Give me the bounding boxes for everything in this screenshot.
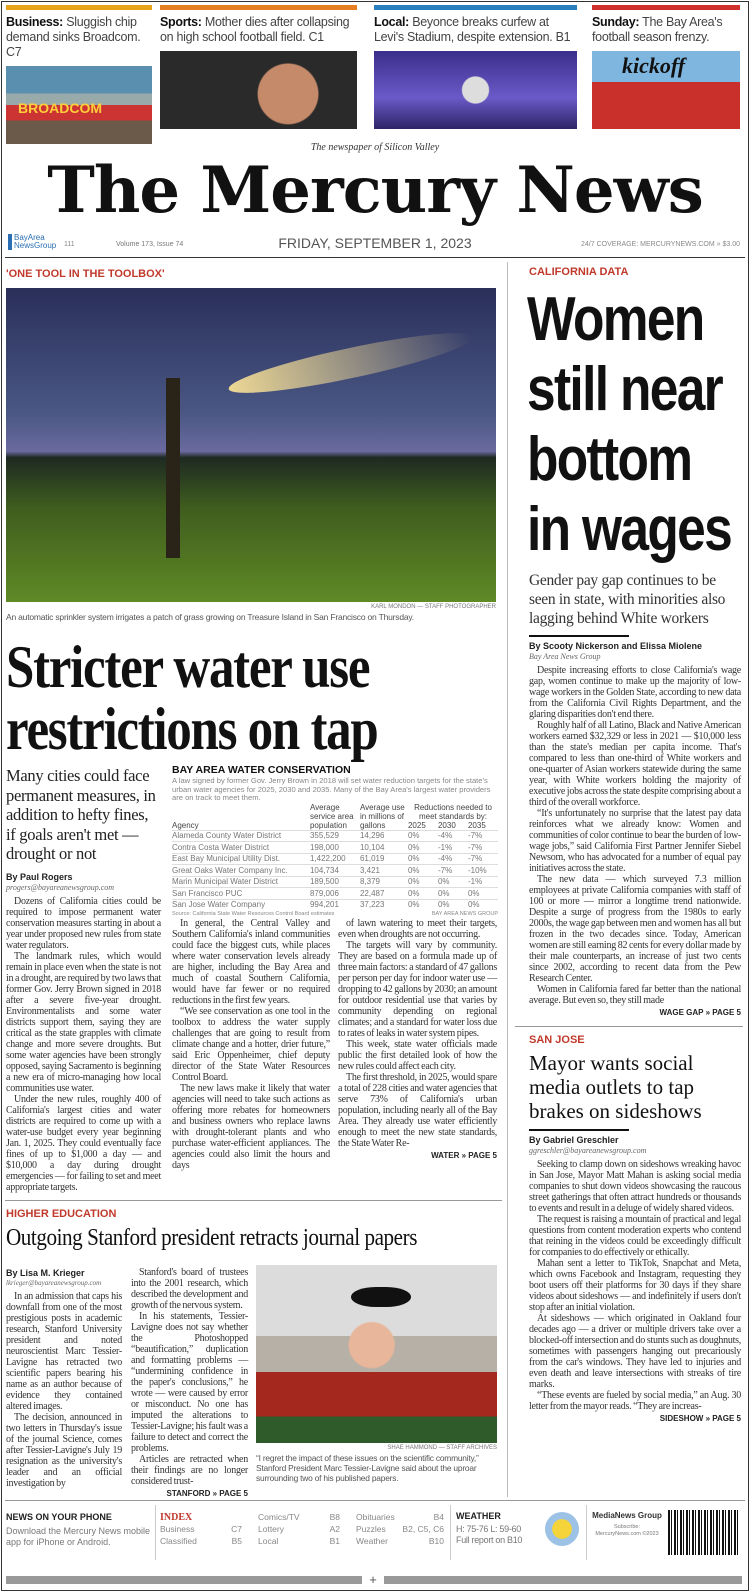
wages-deck: Gender pay gap continues to be seen in state, with minorities also lagging behind White workers (529, 572, 726, 627)
stanford-kicker: HIGHER EDUCATION (6, 1208, 117, 1220)
lead-column-3 (338, 918, 497, 1149)
index-entry[interactable] (258, 1524, 340, 1535)
index-label: Business (160, 1524, 195, 1534)
index-entry[interactable] (258, 1512, 340, 1523)
right-column (529, 266, 741, 1424)
weather-report: Full report on B10 (456, 1535, 523, 1545)
broadcom-photo (6, 66, 152, 144)
table-cell: -7% (468, 842, 498, 854)
academic-cap (351, 1287, 411, 1307)
byline-email: progers@bayareanewsgroup.com (6, 882, 115, 892)
index-entry[interactable] (356, 1512, 444, 1523)
table-cell: -1% (468, 876, 498, 888)
medianews-group (591, 1511, 663, 1538)
teaser-section: Business: (6, 15, 64, 29)
index-page: B4 (433, 1512, 444, 1522)
stanford-headline[interactable]: Outgoing Stanford president retracts journal papers (6, 1225, 417, 1251)
lead-column-1 (6, 896, 161, 1193)
table-cell: 37,223 (360, 899, 408, 910)
index (160, 1512, 445, 1558)
lead-column-2-wrap (172, 918, 330, 1171)
paragraph: Roughly half of all Latino, Black and Native American workers earned $32,329 or less in 2021 — $10,000 less than the state's median per capita income. That's compared to less than one-third of White workers and one-quarter of Asian workers statewide during the same year, with White workers holding the majority of executive jobs across the state despite comprising about a third of the overall workforce. (529, 720, 741, 808)
paragraph: The request is raising a mountain of practical and legal questions from content moderation experts who contend that reining in the videos could be exceedingly difficult for companies to do effectively or ethically. (529, 1214, 741, 1258)
table-cell: 994,201 (310, 899, 360, 910)
table-cell: 0% (468, 888, 498, 900)
photo-caption: “I regret the impact of these issues on the scientific community,” Stanford President Marc Tessier-Lavigne said about the uproar surrounding two of his published papers. (256, 1453, 479, 1483)
teaser-business[interactable] (6, 5, 152, 144)
table-cell: 0% (408, 865, 438, 877)
paragraph: Under the new rules, roughly 400 of California's largest cities and water districts are required to come up with a water-use budget every year beginning Jan. 1, 2025. They could eventually face fines of up to $1,000 a day — and $10,000 a day during drought emergencies — for failing to set and meet appropriate targets. (6, 1093, 161, 1193)
sideshow-headline[interactable]: Mayor wants social media outlets to tap brakes on sideshows (529, 1051, 702, 1123)
index-label: Obituaries (356, 1512, 395, 1522)
table-cell: 14,296 (360, 830, 408, 842)
divider (155, 1505, 156, 1560)
col-header: 2030 (437, 820, 456, 830)
kickoff-logo: kickoff (622, 53, 686, 78)
divider (586, 1505, 587, 1560)
byline-org: Bay Area News Group (529, 652, 601, 661)
paragraph: Mahan sent a letter to TikTok, Snapchat and Meta, which owns Facebook and Instagram, requesting they boot users off their platforms for 30 days if they share videos about sideshows — and indefinitely if users don't stop after an initial violation. (529, 1258, 741, 1313)
lead-column-3-wrap (338, 918, 497, 1161)
table-cell: 0% (438, 899, 468, 910)
teaser-section: Local: (374, 15, 410, 29)
byline-rule (529, 1129, 629, 1131)
lead-left-column (6, 766, 161, 1193)
paragraph: In his statements, Tessier-Lavigne does not say whether the Photoshopped “beautification,” duplication and formatting problems — “undermining confidence in the paper's conclusions,” he wrote — were caused by error or misconduct. No one has imputed the alterations to Tessier-Lavigne; his fault was a failure to detect and correct the problems. (131, 1311, 248, 1454)
tagline: The newspaper of Silicon Valley (310, 142, 440, 153)
table-cell: 879,006 (310, 888, 360, 900)
index-entry[interactable] (356, 1536, 444, 1547)
table-credit: BAY AREA NEWS GROUP (431, 911, 498, 917)
paragraph: The new laws make it likely that water agencies will need to take such actions as offering more rebates for homeowners and business owners who replace lawns with drought-tolerant plants and who purchase water-efficient appliances. The agencies could also limit the hours and days (172, 1083, 330, 1171)
broadcom-sign: BROADCOM (18, 100, 102, 116)
table-cell: -4% (438, 830, 468, 842)
teaser-section: Sports: (160, 15, 202, 29)
teaser-sports[interactable] (160, 5, 357, 129)
phone-title: NEWS ON YOUR PHONE (6, 1512, 112, 1522)
table-row (172, 853, 498, 865)
index-label: Comics/TV (258, 1512, 300, 1522)
masthead-rule (5, 257, 745, 258)
lead-column-2 (172, 918, 330, 1171)
teaser-local[interactable] (374, 5, 577, 129)
table-cell: -7% (468, 830, 498, 842)
table-cell: -7% (438, 865, 468, 877)
table-cell: Alameda County Water District (172, 830, 310, 842)
col-header: 2035 (467, 820, 486, 830)
table-row (172, 842, 498, 854)
volume-issue: Volume 173, Issue 74 (116, 241, 184, 248)
lead-headline[interactable]: Stricter water use restrictions on tap (6, 634, 378, 762)
fold-bar-right (384, 1576, 742, 1584)
teaser-bar (592, 5, 740, 10)
wages-headline[interactable]: Women still near bottom in wages (527, 285, 732, 564)
table-cell: 0% (408, 899, 438, 910)
teaser-bar (374, 5, 577, 10)
coverage-price: 24/7 COVERAGE: MERCURYNEWS.COM » $3.00 (581, 241, 740, 248)
index-page: B2, C5, C6 (402, 1524, 444, 1534)
table-row (172, 876, 498, 888)
photo-credit: SHAE HAMMOND — STAFF ARCHIVES (387, 1445, 497, 1451)
teaser-bar (160, 5, 357, 10)
wages-headline-wrap (529, 285, 741, 567)
index-page: B8 (329, 1512, 340, 1522)
lead-deck: Many cities could face permanent measures, in addition to hefty fines, if goals aren't met — drought or not (6, 766, 156, 863)
divider (450, 1505, 451, 1560)
sideshow-kicker: SAN JOSE (529, 1034, 585, 1046)
index-title: INDEX (160, 1512, 193, 1523)
news-on-phone[interactable] (6, 1512, 151, 1548)
index-label: Classified (160, 1536, 197, 1546)
stanford-left-column (6, 1268, 122, 1489)
table-cell: 10,104 (360, 842, 408, 854)
paragraph: “It's unfortunately no surprise that the latest pay data reinforces what we already know: Women and communities of color continue to bear the burden of low-wage jobs,” said California First Partner Jennifer Siebel Newsom, who has advocated for a number of equal pay initiatives across the state. (529, 808, 741, 874)
table-row (172, 888, 498, 900)
section-rule (515, 1026, 743, 1027)
byline-rule (529, 635, 629, 637)
stanford-jump-link[interactable]: STANFORD » PAGE 5 (166, 1489, 248, 1498)
table-cell: 22,487 (360, 888, 408, 900)
byline: By Lisa M. Krieger (6, 1268, 85, 1278)
fold-bar-left (6, 1576, 362, 1584)
index-label: Local (258, 1536, 279, 1546)
paragraph: The first threshold, in 2025, would spare a total of 228 cities and water agencies that serve 73% of California's urban population, including nearly all of the Bay Area. They already use water efficiently enough to meet the new state standards, the State Water Re- (338, 1072, 497, 1149)
byline-email: lkrieger@bayareanewsgroup.com (6, 1279, 102, 1287)
table-source: Source: California State Water Resources Control Board estimates (172, 911, 335, 917)
sideshow-body (529, 1159, 741, 1412)
table-cell: 8,379 (360, 876, 408, 888)
weather-high-low: H: 75-76 L: 59-60 (456, 1524, 521, 1534)
index-entry[interactable] (160, 1536, 242, 1547)
table-cell: East Bay Municipal Utility Dist. (172, 853, 310, 865)
index-entry[interactable] (160, 1524, 242, 1535)
photo-caption: An automatic sprinkler system irrigates a patch of grass growing on Treasure Island in San Francisco on Thursday. (6, 612, 414, 622)
kickoff-photo (592, 51, 740, 129)
beyonce-photo (374, 51, 577, 129)
tessier-lavigne-photo[interactable] (256, 1265, 497, 1443)
table-cell: San Francisco PUC (172, 888, 310, 900)
table-cell: 0% (468, 899, 498, 910)
paragraph: In an admission that caps his downfall from one of the most prestigious posts in academic research, Stanford University president and noted neuroscientist Marc Tessier-Lavigne has retracted two scientific papers bearing his name as an author because of evidence they contained altered images. (6, 1291, 122, 1412)
barcode (668, 1510, 740, 1555)
col-header: Reductions needed to meet standards by: (414, 802, 492, 821)
wages-jump-link[interactable]: WAGE GAP » PAGE 5 (659, 1008, 741, 1017)
table-title: BAY AREA WATER CONSERVATION (172, 764, 351, 776)
medianews-logo: MediaNews Group (592, 1511, 662, 1520)
table-cell: 0% (408, 876, 438, 888)
issue-date: FRIDAY, SEPTEMBER 1, 2023 (278, 235, 472, 251)
weather-title: WEATHER (456, 1511, 501, 1521)
index-label: Lottery (258, 1524, 284, 1534)
sprinkler-pipe (166, 378, 180, 558)
paragraph: The landmark rules, which would remain in place even when the state is not in a drought, are required by two laws that former Gov. Jerry Brown signed in 2018 after a severe five-year drought. Environmentalists and some water districts support them, saying they are critical as the state grapples with climate change and more severe droughts. But some water agencies have been strongly opposed, saying Sacramento is beginning a new era of micro-managing how local communities use water. (6, 950, 161, 1094)
table-cell: 0% (438, 876, 468, 888)
table-cell: Contra Costa Water District (172, 842, 310, 854)
col-header: Average service area population (309, 802, 354, 830)
byline: By Paul Rogers (6, 871, 73, 882)
footer-rule (5, 1500, 745, 1501)
wages-body (529, 665, 741, 1006)
lead-kicker: 'ONE TOOL IN THE TOOLBOX' (6, 268, 165, 280)
teaser-sunday[interactable] (592, 5, 740, 129)
paragraph: Dozens of California cities could be required to impose permanent water conservation measures starting in about a year under proposed new rules from state water regulators. (6, 895, 161, 951)
column-divider (507, 262, 508, 1497)
paragraph: Despite increasing efforts to close California's wage gap, women continue to make up the majority of low-wage workers in the Golden State, according to new data from the California Civil Rights Department, and the glaring disparities don't end there. (529, 665, 741, 720)
col-header: Average use in millions of gallons (359, 802, 405, 830)
stanford-column-1 (6, 1291, 122, 1489)
table-cell: 198,000 (310, 842, 360, 854)
byline-email: ggreschler@bayareanewsgroup.com (529, 1146, 647, 1155)
phone-text: Download the Mercury News mobile app for iPhone or Android. (6, 1526, 151, 1547)
partly-cloudy-icon (545, 1512, 579, 1546)
table-intro: A law signed by former Gov. Jerry Brown in 2018 will set water reduction targets for the state's urban water agencies for 2025, 2030 and 2035. Many of the Bay Area's largest water providers are on track to meet them. (172, 776, 491, 802)
index-label: Weather (356, 1536, 388, 1546)
teaser-text: Sluggish chip demand sinks Broadcom. C7 (6, 15, 141, 59)
table-row (172, 830, 498, 842)
index-page: B5 (231, 1536, 242, 1546)
table-cell: 0% (408, 853, 438, 865)
teaser-text: The Bay Area's football season frenzy. (592, 15, 723, 44)
paragraph: This week, state water officials made public the first detailed look of how the new rules could affect each city. (338, 1039, 497, 1072)
stanford-column-2 (131, 1267, 248, 1487)
table-row (172, 899, 498, 910)
sprinkler-photo[interactable] (6, 288, 496, 602)
table-cell: 355,529 (310, 830, 360, 842)
paragraph: The decision, announced in two letters in Thursday's issue of the journal Science, comes after Tessier-Lavigne's July 19 resignation as the university's leader and an official investigation by (6, 1412, 122, 1489)
table-row (172, 865, 498, 877)
water-jump-link[interactable]: WATER » PAGE 5 (431, 1151, 497, 1160)
table-cell: 61,019 (360, 853, 408, 865)
table-cell: -4% (438, 853, 468, 865)
paragraph: The new data — which surveyed 7.3 million employees at private California companies with staff of 100 or more — mirror a longtime trend nationwide. Despite a surge of progress from the 1980s to early 2000s, the wage gap between men and women has all but frozen in the two decades since. Today, American women are still earning 82 cents for every dollar made by their male counterparts, an increase of just two cents since 2002, according to recent data from the Pew Research Center. (529, 874, 741, 984)
weather[interactable] (456, 1511, 540, 1546)
table-cell: 1,422,200 (310, 853, 360, 865)
table (172, 803, 498, 911)
teaser-text: Beyonce breaks curfew at Levi's Stadium, despite extension. B1 (374, 15, 571, 44)
index-label: Puzzles (356, 1524, 386, 1534)
bayarea-newsgroup-logo: BayArea NewsGroup (8, 234, 58, 250)
table-cell: 0% (438, 888, 468, 900)
index-page: A2 (329, 1524, 340, 1534)
wages-kicker: CALIFORNIA DATA (529, 266, 629, 278)
col-header: Agency (172, 820, 199, 830)
paragraph: The targets will vary by community. They are based on a formula made up of three main factors: a standard of 47 gallons per person per day for indoor water use — dropping to 42 gallons by 2030; an amount for outdoor residential use that varies by community depending on regional climates; and a standard for water loss due to rates of leaks in water system pipes. (338, 940, 497, 1039)
paragraph: At sideshows — which originated in Oakland four decades ago — a driver or multiple drivers take over a blocked-off intersection and do stunts such as doughnuts, sometimes with passengers hanging out precariously from the car's windows. They have led to injuries and even death and leave intersections with streaks of tire marks. (529, 1313, 741, 1390)
table-cell: 104,734 (310, 865, 360, 877)
table-cell: 0% (408, 830, 438, 842)
index-page: B10 (428, 1536, 444, 1546)
masthead-title[interactable]: The Mercury News (47, 153, 703, 228)
section-rule (5, 1200, 502, 1201)
teaser-text: Mother dies after collapsing on high school football field. C1 (160, 15, 350, 44)
photo-credit: KARL MONDON — STAFF PHOTOGRAPHER (371, 604, 496, 610)
fold-plus-mark: + (369, 1572, 377, 1587)
byline: By Gabriel Greschler (529, 1135, 619, 1145)
paragraph: “We see conservation as one tool in the toolbox to address the water supply challenges that are going to result from climate change and a hotter, drier future,” said Eric Oppenheimer, chief deputy director of the State Water Resources Control Board. (172, 1006, 330, 1083)
table-cell: -10% (468, 865, 498, 877)
col-header: 2025 (407, 820, 426, 830)
index-page: C7 (231, 1524, 242, 1534)
table-cell: -7% (468, 853, 498, 865)
sideshow-jump-link[interactable]: SIDESHOW » PAGE 5 (659, 1414, 741, 1423)
water-conservation-table (172, 764, 498, 918)
paragraph: “These events are fueled by social media,” an Aug. 30 letter from the mayor reads. “They are increas- (529, 1390, 741, 1412)
table-cell: Marin Municipal Water District (172, 876, 310, 888)
edition-number: 111 (64, 241, 75, 248)
teaser-bar (6, 5, 152, 10)
index-page: B1 (329, 1536, 340, 1546)
index-entry[interactable] (258, 1536, 340, 1547)
teaser-section: Sunday: (592, 15, 640, 29)
table-cell: -1% (438, 842, 468, 854)
paragraph: Women in California fared far better than the national average. But even so, they still made (529, 984, 741, 1006)
paragraph: In general, the Central Valley and Southern California's inland communities could face the biggest cuts, while places where water conservation levels already are higher, including the Bay Area and much of coastal Southern California, would have far fewer or no required reductions in the first few years. (172, 918, 330, 1006)
table-cell: 3,421 (360, 865, 408, 877)
water-spray (226, 322, 477, 403)
table-cell: 0% (408, 842, 438, 854)
sports-photo (160, 51, 357, 129)
subscribe-text: Subscribe: MercuryNews.com ©2023 (595, 1524, 659, 1537)
paragraph: Stanford's board of trustees into the 2001 research, which described the development and growth of the nervous system. (131, 1267, 248, 1311)
paragraph: of lawn watering to meet their targets, even when droughts are not occurring. (338, 918, 497, 940)
index-entry[interactable] (356, 1524, 444, 1535)
byline: By Scooty Nickerson and Elissa Miolene (529, 641, 703, 651)
table-cell: 0% (408, 888, 438, 900)
table-cell: 189,500 (310, 876, 360, 888)
table-cell: Great Oaks Water Company Inc. (172, 865, 310, 877)
table-cell: San Jose Water Company (172, 899, 310, 910)
paragraph: Articles are retracted when their findings are no longer considered trust- (131, 1454, 248, 1487)
paragraph: Seeking to clamp down on sideshows wreaking havoc in San Jose, Mayor Matt Mahan is asking social media companies to shut down videos showcasing the raucous street gatherings that often attract hundreds or thousands to events and result in a deluge of widely shared videos. (529, 1159, 741, 1214)
stanford-column-2-wrap (131, 1267, 248, 1499)
